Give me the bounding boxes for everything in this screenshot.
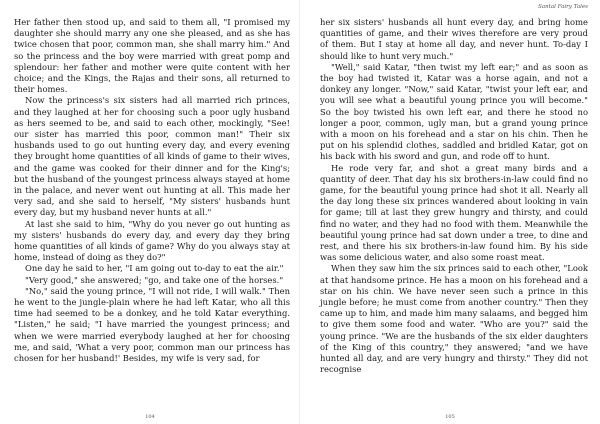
paragraph: "Very good," she answered; "go, and take one of the horses." — [25, 274, 284, 285]
page-number-right: 105 — [445, 414, 455, 420]
paragraph: her six sisters' husbands all hunt every day, and bring home quantities of game, and their wives therefore are very proud of them. But I stay at home all day, and never hunt. To-day I should like to hunt very much." — [320, 17, 588, 61]
page-number-left: 104 — [145, 414, 155, 420]
running-head: Santal Fairy Tales — [538, 4, 588, 10]
paragraph: When they saw him the six princes said to each other, "Look at that handsome prince. He has a moon on his forehead and a star on his chin. We have never seen such a prince in this jungle before; he must come from another country." Then they came up to him, and made him many salaams, and begged him to give them some food and water. "Who are you?" said the young prince. "We are the husbands of the six elder daughters of the King of this country," they answered; "and we have hunted all day, and are very hungry and thirsty." They did not recognise — [320, 263, 588, 375]
right-page-text — [320, 17, 588, 376]
left-page-text — [14, 17, 290, 364]
paragraph: Her father then stood up, and said to them all, "I promised my daughter she should marry any one she pleased, and as she has twice chosen that poor, common man, she shall marry him." And so the princess and the boy were married with great pomp and splendour: her father and mother were quite content with her choice; and the Kings, the Rajas and their sons, all returned to their homes. — [14, 17, 290, 95]
paragraph: At last she said to him, "Why do you never go out hunting as my sisters' husbands do every day, and every day they bring home quantities of all kinds of game? Why do you always stay at home, instead of doing as they do?" — [14, 218, 290, 263]
paragraph: "Well," said Katar, "then twist my left ear;" and as soon as the boy had twisted it, Katar was a horse again, and not a donkey any longer. "Now," said Katar, "twist your left ear, and you will see what a beautiful young prince you will become." So the boy twisted his own left ear, and there he stood no longer a poor, common, ugly man, but a grand young prince with a moon on his forehead and a star on his chin. Then he put on his splendid clothes, saddled and bridled Katar, got on his back with his sword and gun, and rode off to hunt. — [320, 61, 588, 162]
paragraph: "No," said the young prince, "I will not ride, I will walk." Then he went to the jungle-plain where he had left Katar, who all this time had seemed to be a donkey, and he told Katar everything. "Listen," he said; "I have married the youngest princess; and when we were married everybody laughed at her for choosing me, and said, 'What a very poor, common man our princess has chosen for her husband!' Besides, my wife is very sad, for — [14, 285, 290, 364]
paragraph: One day he said to her, "I am going out to-day to eat the air." — [25, 263, 284, 274]
paragraph: Now the princess's six sisters had all married rich princes, and they laughed at her for choosing such a poor ugly husband as hers seemed to be, and said to each other, mockingly, "See! our sister has married this poor, common man!" Their six husbands used to go out hunting every day, and every evening they brought home quantities of all kinds of game to their wives, and the game was cooked for their dinner and for the King's; but the husband of the youngest princess always stayed at home in the palace, and never went out hunting at all. This made her very sad, and she said to herself, "My sisters' husbands hunt every day, but my husband never hunts at all." — [14, 95, 290, 218]
gutter-divider — [299, 0, 300, 424]
right-page — [300, 0, 600, 424]
paragraph: He rode very far, and shot a great many birds and a quantity of deer. That day his six brothers-in-law could find no game, for the beautiful young prince had shot it all. Nearly all the day long these six princes wandered about looking in vain for game; till at last they grew hungry and thirsty, and could find no water, and they had no food with them. Meanwhile the beautiful young prince had sat down under a tree, to dine and rest, and there his six brothers-in-law found him. By his side was some delicious water, and also some roast meat. — [320, 162, 588, 263]
